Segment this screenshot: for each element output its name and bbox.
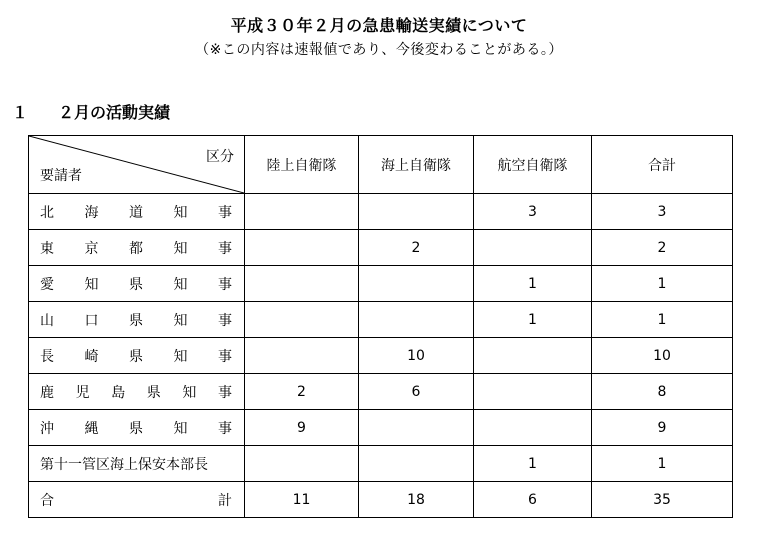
requester-cell <box>29 446 245 482</box>
requester-label: 愛 知 県 知 事 <box>40 276 232 293</box>
section-heading <box>12 100 170 123</box>
requester-cell <box>29 482 245 518</box>
section-title: ２月の活動実績 <box>58 103 171 122</box>
table-row <box>29 338 733 374</box>
requester-cell <box>29 266 245 302</box>
value-cell: 3 <box>592 194 733 230</box>
value-cell: 9 <box>245 410 359 446</box>
value-cell <box>359 446 474 482</box>
requester-label: 山 口 県 知 事 <box>40 312 232 329</box>
table-row <box>29 230 733 266</box>
requester-label: 沖 縄 県 知 事 <box>40 420 232 437</box>
table-row <box>29 374 733 410</box>
value-cell <box>474 230 592 266</box>
value-cell: 11 <box>245 482 359 518</box>
value-cell <box>359 266 474 302</box>
value-cell: 9 <box>592 410 733 446</box>
requester-label: 北 海 道 知 事 <box>40 204 232 221</box>
table-row <box>29 482 733 518</box>
value-cell <box>245 446 359 482</box>
value-cell <box>245 338 359 374</box>
value-cell: 1 <box>474 302 592 338</box>
value-cell <box>359 194 474 230</box>
value-cell <box>245 194 359 230</box>
table-row <box>29 302 733 338</box>
value-cell: 35 <box>592 482 733 518</box>
value-cell: 1 <box>592 302 733 338</box>
value-cell <box>245 266 359 302</box>
table-row <box>29 266 733 302</box>
value-cell: 2 <box>359 230 474 266</box>
value-cell: 1 <box>474 266 592 302</box>
document-title: 平成３０年２月の急患輸送実績について <box>230 16 528 35</box>
requester-label: 東 京 都 知 事 <box>40 240 232 257</box>
value-cell: 1 <box>474 446 592 482</box>
requester-label: 第十一管区海上保安本部長 <box>40 456 208 473</box>
requester-cell <box>29 338 245 374</box>
table-row <box>29 446 733 482</box>
value-cell: 8 <box>592 374 733 410</box>
corner-label-category: 区分 <box>206 149 234 165</box>
value-cell: 3 <box>474 194 592 230</box>
activity-table <box>28 135 733 518</box>
requester-cell <box>29 230 245 266</box>
corner-header-cell <box>29 136 245 194</box>
table-header-row <box>29 136 733 194</box>
value-cell: 6 <box>359 374 474 410</box>
value-cell: 2 <box>592 230 733 266</box>
value-cell <box>245 302 359 338</box>
value-cell: 6 <box>474 482 592 518</box>
value-cell <box>474 374 592 410</box>
table-row <box>29 410 733 446</box>
value-cell <box>474 410 592 446</box>
requester-cell <box>29 374 245 410</box>
table-body <box>29 194 733 518</box>
requester-cell <box>29 410 245 446</box>
requester-label: 長 崎 県 知 事 <box>40 348 232 365</box>
value-cell: 10 <box>359 338 474 374</box>
document-subtitle: （※この内容は速報値であり、今後変わることがある。） <box>195 42 563 58</box>
value-cell: 1 <box>592 266 733 302</box>
table-row <box>29 194 733 230</box>
column-header: 陸上自衛隊 <box>245 136 359 194</box>
column-header: 合計 <box>592 136 733 194</box>
corner-label-requester: 要請者 <box>40 168 82 184</box>
value-cell <box>359 302 474 338</box>
requester-label: 鹿 児 島 県 知 事 <box>40 384 232 401</box>
column-header: 海上自衛隊 <box>359 136 474 194</box>
value-cell: 18 <box>359 482 474 518</box>
value-cell: 1 <box>592 446 733 482</box>
section-number: １ <box>12 103 29 122</box>
value-cell: 10 <box>592 338 733 374</box>
requester-cell <box>29 302 245 338</box>
requester-label: 合 計 <box>40 492 232 509</box>
value-cell <box>474 338 592 374</box>
value-cell: 2 <box>245 374 359 410</box>
value-cell <box>359 410 474 446</box>
value-cell <box>245 230 359 266</box>
column-header: 航空自衛隊 <box>474 136 592 194</box>
requester-cell <box>29 194 245 230</box>
